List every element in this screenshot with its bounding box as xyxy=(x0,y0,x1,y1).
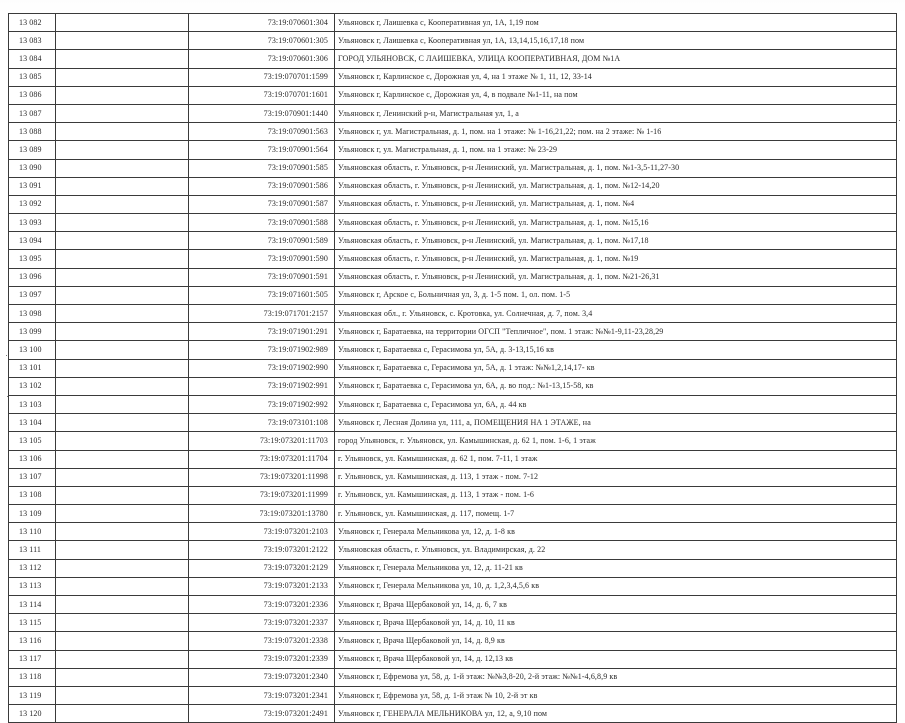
row-number-cell: 13 093 xyxy=(9,214,56,232)
empty-cell xyxy=(56,86,189,104)
table-row xyxy=(9,123,897,141)
cadastral-number-cell: 73:19:070701:1599 xyxy=(189,68,335,86)
address-cell: Ульяновская обл., г. Ульяновск, с. Кротовка, ул. Солнечная, д. 7, пом. 3,4 xyxy=(335,305,897,323)
row-number-cell: 13 109 xyxy=(9,505,56,523)
register-table-body xyxy=(9,14,897,723)
cadastral-number-cell: 73:19:073201:11998 xyxy=(189,468,335,486)
cadastral-number-cell: 73:19:073201:2491 xyxy=(189,705,335,723)
empty-cell xyxy=(56,323,189,341)
row-number-cell: 13 112 xyxy=(9,559,56,577)
row-number-cell: 13 084 xyxy=(9,50,56,68)
address-cell: Ульяновск г, ул. Магистральная, д. 1, пом. на 1 этаже: № 1-16,21,22; пом. на 2 этаже: № 1-16 xyxy=(335,123,897,141)
cadastral-number-cell: 73:19:073201:2103 xyxy=(189,523,335,541)
row-number-cell: 13 091 xyxy=(9,177,56,195)
empty-cell xyxy=(56,32,189,50)
row-number-cell: 13 101 xyxy=(9,359,56,377)
address-cell: Ульяновская область, г. Ульяновск, ул. Владимирская, д. 22 xyxy=(335,541,897,559)
row-number-cell: 13 086 xyxy=(9,86,56,104)
table-row xyxy=(9,432,897,450)
table-row xyxy=(9,305,897,323)
cadastral-number-cell: 73:19:073201:11703 xyxy=(189,432,335,450)
empty-cell xyxy=(56,286,189,304)
address-cell: Ульяновская область, г. Ульяновск, р-н Ленинский, ул. Магистральная, д. 1, пом. №12-14,20 xyxy=(335,177,897,195)
address-cell: Ульяновск г, Арское с, Больничная ул, 3, д. 1-5 пом. 1, ол. пом. 1-5 xyxy=(335,286,897,304)
table-row xyxy=(9,232,897,250)
property-register-table xyxy=(8,13,897,723)
empty-cell xyxy=(56,541,189,559)
empty-cell xyxy=(56,195,189,213)
row-number-cell: 13 100 xyxy=(9,341,56,359)
cadastral-number-cell: 73:19:071601:505 xyxy=(189,286,335,304)
row-number-cell: 13 117 xyxy=(9,650,56,668)
cadastral-number-cell: 73:19:071902:991 xyxy=(189,377,335,395)
address-cell: Ульяновск г, Генерала Мельникова ул, 12, д. 11-21 кв xyxy=(335,559,897,577)
row-number-cell: 13 103 xyxy=(9,395,56,413)
scan-speck xyxy=(6,355,7,356)
empty-cell xyxy=(56,468,189,486)
table-row xyxy=(9,68,897,86)
address-cell: Ульяновск г, ул. Магистральная, д. 1, пом. на 1 этаже: № 23-29 xyxy=(335,141,897,159)
scan-speck xyxy=(899,120,900,121)
row-number-cell: 13 085 xyxy=(9,68,56,86)
cadastral-number-cell: 73:19:073201:2122 xyxy=(189,541,335,559)
table-row xyxy=(9,104,897,122)
cadastral-number-cell: 73:19:071901:291 xyxy=(189,323,335,341)
address-cell: г. Ульяновск, ул. Камышинская, д. 117, помещ. 1-7 xyxy=(335,505,897,523)
table-row xyxy=(9,177,897,195)
row-number-cell: 13 082 xyxy=(9,14,56,32)
table-row xyxy=(9,505,897,523)
table-row xyxy=(9,668,897,686)
cadastral-number-cell: 73:19:073201:2133 xyxy=(189,577,335,595)
address-cell: Ульяновск г, Врача Щербаковой ул, 14, д. 8,9 кв xyxy=(335,632,897,650)
address-cell: Ульяновск г, ГЕНЕРАЛА МЕЛЬНИКОВА ул, 12, а, 9,10 пом xyxy=(335,705,897,723)
cadastral-number-cell: 73:19:070901:589 xyxy=(189,232,335,250)
row-number-cell: 13 118 xyxy=(9,668,56,686)
empty-cell xyxy=(56,123,189,141)
empty-cell xyxy=(56,377,189,395)
address-cell: Ульяновск г, Баратаевка с, Герасимова ул, 6А, д. во под.: №1-13,15-58, кв xyxy=(335,377,897,395)
cadastral-number-cell: 73:19:071902:992 xyxy=(189,395,335,413)
address-cell: г. Ульяновск, ул. Камышинская, д. 113, 1 этаж - пом. 7-12 xyxy=(335,468,897,486)
table-row xyxy=(9,486,897,504)
cadastral-number-cell: 73:19:070901:590 xyxy=(189,250,335,268)
empty-cell xyxy=(56,632,189,650)
address-cell: Ульяновская область, г. Ульяновск, р-н Ленинский, ул. Магистральная, д. 1, пом. №19 xyxy=(335,250,897,268)
table-row xyxy=(9,159,897,177)
cadastral-number-cell: 73:19:073201:2129 xyxy=(189,559,335,577)
empty-cell xyxy=(56,68,189,86)
table-row xyxy=(9,686,897,704)
empty-cell xyxy=(56,450,189,468)
table-row xyxy=(9,705,897,723)
address-cell: ГОРОД УЛЬЯНОВСК, С ЛАИШЕВКА, УЛИЦА КООПЕРАТИВНАЯ, ДОМ №1А xyxy=(335,50,897,68)
cadastral-number-cell: 73:19:070901:591 xyxy=(189,268,335,286)
address-cell: Ульяновск г, Врача Щербаковой ул, 14, д. 6, 7 кв xyxy=(335,596,897,614)
address-cell: Ульяновск г, Лесная Долина ул, 111, а, ПОМЕЩЕНИЯ НА 1 ЭТАЖЕ, на xyxy=(335,414,897,432)
row-number-cell: 13 105 xyxy=(9,432,56,450)
row-number-cell: 13 087 xyxy=(9,104,56,122)
address-cell: Ульяновская область, г. Ульяновск, р-н Ленинский, ул. Магистральная, д. 1, пом. №4 xyxy=(335,195,897,213)
cadastral-number-cell: 73:19:070701:1601 xyxy=(189,86,335,104)
table-row xyxy=(9,541,897,559)
empty-cell xyxy=(56,705,189,723)
address-cell: Ульяновская область, г. Ульяновск, р-н Ленинский, ул. Магистральная, д. 1, пом. №21-26,31 xyxy=(335,268,897,286)
empty-cell xyxy=(56,486,189,504)
cadastral-number-cell: 73:19:070601:304 xyxy=(189,14,335,32)
table-row xyxy=(9,286,897,304)
cadastral-number-cell: 73:19:073201:11704 xyxy=(189,450,335,468)
table-row xyxy=(9,596,897,614)
table-row xyxy=(9,32,897,50)
address-cell: Ульяновск г, Ефремова ул, 58, д. 1-й этаж: №№3,8-20, 2-й этаж: №№1-4,6,8,9 кв xyxy=(335,668,897,686)
row-number-cell: 13 108 xyxy=(9,486,56,504)
cadastral-number-cell: 73:19:070901:585 xyxy=(189,159,335,177)
table-row xyxy=(9,450,897,468)
table-row xyxy=(9,250,897,268)
address-cell: Ульяновск г, Баратаевка с, Герасимова ул, 6А, д. 44 кв xyxy=(335,395,897,413)
empty-cell xyxy=(56,596,189,614)
row-number-cell: 13 098 xyxy=(9,305,56,323)
empty-cell xyxy=(56,523,189,541)
empty-cell xyxy=(56,232,189,250)
cadastral-number-cell: 73:19:071902:990 xyxy=(189,359,335,377)
empty-cell xyxy=(56,14,189,32)
empty-cell xyxy=(56,305,189,323)
cadastral-number-cell: 73:19:073201:13780 xyxy=(189,505,335,523)
empty-cell xyxy=(56,50,189,68)
cadastral-number-cell: 73:19:070901:586 xyxy=(189,177,335,195)
address-cell: Ульяновск г, Баратаевка с, Герасимова ул, 5А, д. 1 этаж: №№1,2,14,17- кв xyxy=(335,359,897,377)
cadastral-number-cell: 73:19:073201:2341 xyxy=(189,686,335,704)
address-cell: Ульяновск г, Лаишевка с, Кооперативная ул, 1А, 13,14,15,16,17,18 пом xyxy=(335,32,897,50)
address-cell: Ульяновск г, Баратаевка, на территории ОГСП "Тепличное", пом. 1 этаж: №№1-9,11-23,28,29 xyxy=(335,323,897,341)
scan-speck xyxy=(7,396,8,397)
table-row xyxy=(9,577,897,595)
cadastral-number-cell: 73:19:070901:563 xyxy=(189,123,335,141)
cadastral-number-cell: 73:19:073201:2337 xyxy=(189,614,335,632)
row-number-cell: 13 115 xyxy=(9,614,56,632)
table-row xyxy=(9,14,897,32)
address-cell: Ульяновск г, Карлинское с, Дорожная ул, 4, на 1 этаже № 1, 11, 12, 33-14 xyxy=(335,68,897,86)
address-cell: Ульяновск г, Врача Щербаковой ул, 14, д. 10, 11 кв xyxy=(335,614,897,632)
row-number-cell: 13 097 xyxy=(9,286,56,304)
table-row xyxy=(9,523,897,541)
row-number-cell: 13 096 xyxy=(9,268,56,286)
empty-cell xyxy=(56,141,189,159)
row-number-cell: 13 094 xyxy=(9,232,56,250)
table-row xyxy=(9,650,897,668)
row-number-cell: 13 114 xyxy=(9,596,56,614)
empty-cell xyxy=(56,650,189,668)
address-cell: Ульяновск г, Ленинский р-н, Магистральная ул, 1, а xyxy=(335,104,897,122)
row-number-cell: 13 104 xyxy=(9,414,56,432)
table-row xyxy=(9,614,897,632)
row-number-cell: 13 106 xyxy=(9,450,56,468)
address-cell: Ульяновск г, Баратаевка с, Герасимова ул, 5А, д. 3-13,15,16 кв xyxy=(335,341,897,359)
table-row xyxy=(9,359,897,377)
empty-cell xyxy=(56,159,189,177)
row-number-cell: 13 107 xyxy=(9,468,56,486)
row-number-cell: 13 120 xyxy=(9,705,56,723)
row-number-cell: 13 083 xyxy=(9,32,56,50)
empty-cell xyxy=(56,686,189,704)
table-row xyxy=(9,86,897,104)
empty-cell xyxy=(56,395,189,413)
empty-cell xyxy=(56,104,189,122)
cadastral-number-cell: 73:19:071902:989 xyxy=(189,341,335,359)
empty-cell xyxy=(56,414,189,432)
table-row xyxy=(9,377,897,395)
row-number-cell: 13 102 xyxy=(9,377,56,395)
address-cell: Ульяновск г, Врача Щербаковой ул, 14, д. 12,13 кв xyxy=(335,650,897,668)
empty-cell xyxy=(56,614,189,632)
table-row xyxy=(9,395,897,413)
cadastral-number-cell: 73:19:070901:1440 xyxy=(189,104,335,122)
empty-cell xyxy=(56,341,189,359)
empty-cell xyxy=(56,177,189,195)
address-cell: г. Ульяновск, ул. Камышинская, д. 62 1, пом. 7-11, 1 этаж xyxy=(335,450,897,468)
table-row xyxy=(9,141,897,159)
table-row xyxy=(9,268,897,286)
address-cell: Ульяновская область, г. Ульяновск, р-н Ленинский, ул. Магистральная, д. 1, пом. №15,16 xyxy=(335,214,897,232)
table-row xyxy=(9,632,897,650)
row-number-cell: 13 111 xyxy=(9,541,56,559)
row-number-cell: 13 099 xyxy=(9,323,56,341)
row-number-cell: 13 090 xyxy=(9,159,56,177)
cadastral-number-cell: 73:19:073201:2338 xyxy=(189,632,335,650)
row-number-cell: 13 113 xyxy=(9,577,56,595)
cadastral-number-cell: 73:19:070901:587 xyxy=(189,195,335,213)
row-number-cell: 13 119 xyxy=(9,686,56,704)
cadastral-number-cell: 73:19:073101:108 xyxy=(189,414,335,432)
address-cell: Ульяновск г, Карлинское с, Дорожная ул, 4, в подвале №1-11, на пом xyxy=(335,86,897,104)
table-row xyxy=(9,195,897,213)
row-number-cell: 13 110 xyxy=(9,523,56,541)
cadastral-number-cell: 73:19:073201:2339 xyxy=(189,650,335,668)
cadastral-number-cell: 73:19:070601:305 xyxy=(189,32,335,50)
page-top-margin xyxy=(0,0,905,13)
cadastral-number-cell: 73:19:070901:588 xyxy=(189,214,335,232)
empty-cell xyxy=(56,359,189,377)
cadastral-number-cell: 73:19:071701:2157 xyxy=(189,305,335,323)
row-number-cell: 13 092 xyxy=(9,195,56,213)
address-cell: Ульяновск г, Генерала Мельникова ул, 12, д. 1-8 кв xyxy=(335,523,897,541)
empty-cell xyxy=(56,668,189,686)
row-number-cell: 13 095 xyxy=(9,250,56,268)
empty-cell xyxy=(56,559,189,577)
address-cell: город Ульяновск, г. Ульяновск, ул. Камышинская, д. 62 1, пом. 1-6, 1 этаж xyxy=(335,432,897,450)
table-row xyxy=(9,50,897,68)
table-row xyxy=(9,468,897,486)
cadastral-number-cell: 73:19:070901:564 xyxy=(189,141,335,159)
table-row xyxy=(9,323,897,341)
table-row xyxy=(9,214,897,232)
cadastral-number-cell: 73:19:073201:11999 xyxy=(189,486,335,504)
empty-cell xyxy=(56,214,189,232)
cadastral-number-cell: 73:19:070601:306 xyxy=(189,50,335,68)
address-cell: Ульяновская область, г. Ульяновск, р-н Ленинский, ул. Магистральная, д. 1, пом. №17,18 xyxy=(335,232,897,250)
cadastral-number-cell: 73:19:073201:2336 xyxy=(189,596,335,614)
empty-cell xyxy=(56,505,189,523)
address-cell: Ульяновск г, Генерала Мельникова ул, 10, д. 1,2,3,4,5,6 кв xyxy=(335,577,897,595)
empty-cell xyxy=(56,250,189,268)
empty-cell xyxy=(56,577,189,595)
empty-cell xyxy=(56,268,189,286)
address-cell: Ульяновск г, Лаишевка с, Кооперативная ул, 1А, 1,19 пом xyxy=(335,14,897,32)
address-cell: Ульяновск г, Ефремова ул, 58, д. 1-й этаж № 10, 2-й эт кв xyxy=(335,686,897,704)
table-row xyxy=(9,559,897,577)
row-number-cell: 13 116 xyxy=(9,632,56,650)
table-row xyxy=(9,414,897,432)
table-row xyxy=(9,341,897,359)
address-cell: г. Ульяновск, ул. Камышинская, д. 113, 1 этаж - пом. 1-6 xyxy=(335,486,897,504)
cadastral-number-cell: 73:19:073201:2340 xyxy=(189,668,335,686)
row-number-cell: 13 088 xyxy=(9,123,56,141)
address-cell: Ульяновская область, г. Ульяновск, р-н Ленинский, ул. Магистральная, д. 1, пом. №1-3,5-11,27-30 xyxy=(335,159,897,177)
empty-cell xyxy=(56,432,189,450)
row-number-cell: 13 089 xyxy=(9,141,56,159)
